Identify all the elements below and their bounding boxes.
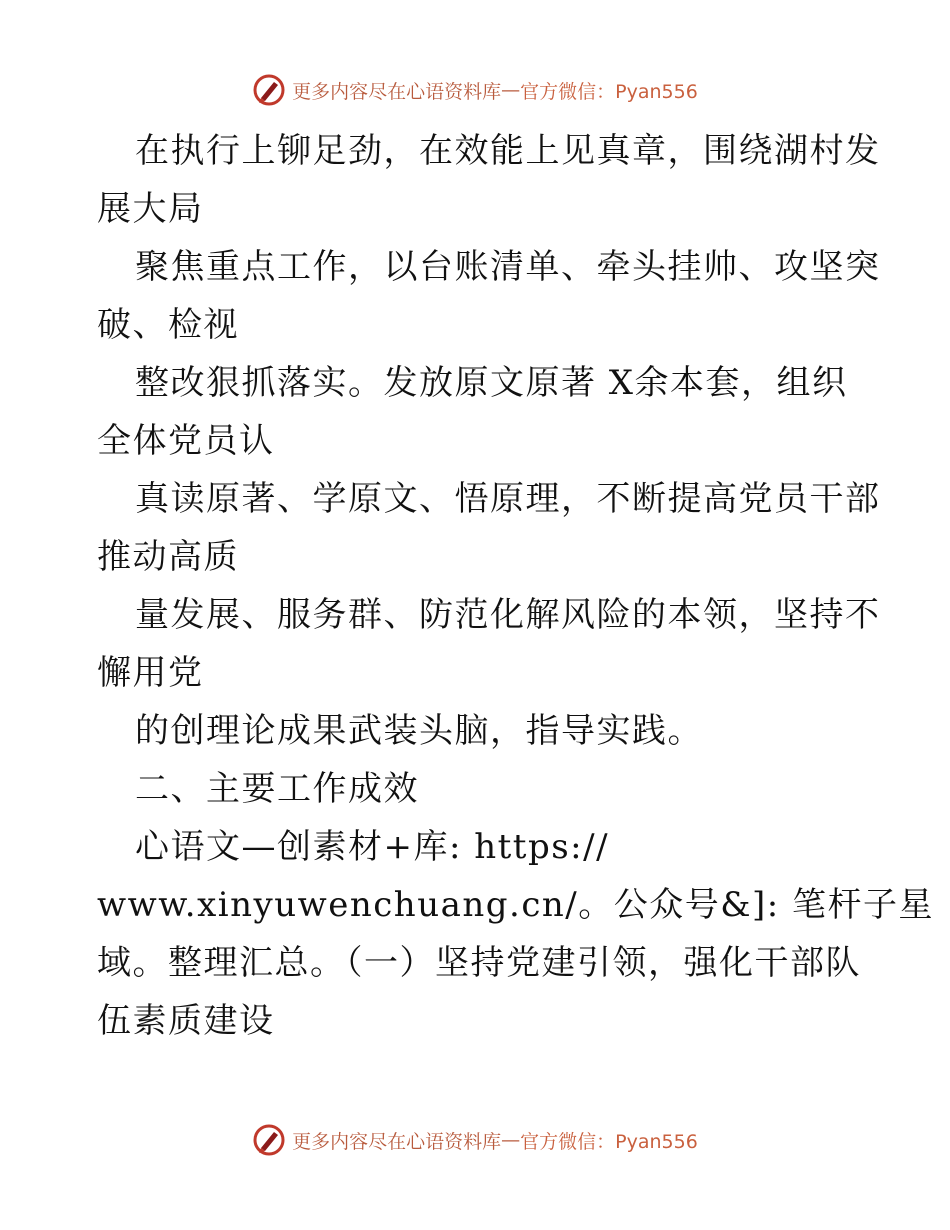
- text-line: 全体党员认: [97, 421, 275, 461]
- text-line: 在执行上铆足劲，在效能上见真章，围绕湖村发: [135, 131, 881, 171]
- document-body: [97, 122, 935, 1050]
- banner-separator: —: [501, 1129, 521, 1151]
- text-line: 展大局: [97, 189, 204, 229]
- section-heading: 二、主要工作成效: [135, 769, 419, 809]
- text-line: 懈用党: [97, 653, 204, 693]
- text-line: 伍素质建设: [97, 1001, 275, 1041]
- text-line: 推动高质: [97, 537, 239, 577]
- footer-watermark-banner: [0, 1120, 950, 1160]
- text-line: 真读原著、学原文、悟原理，不断提高党员干部: [135, 479, 881, 519]
- banner-wechat: 官方微信：Pyan556: [520, 80, 698, 103]
- text-line: 聚焦重点工作，以台账清单、牵头挂帅、攻坚突: [135, 247, 881, 287]
- pen-circle-logo-icon: [252, 1123, 286, 1157]
- text-line: 量发展、服务群、防范化解风险的本领，坚持不: [135, 595, 881, 635]
- text-line: 域。整理汇总。（一）坚持党建引领，强化干部队: [97, 943, 861, 983]
- text-line: 的创理论成果武装头脑，指导实践。: [135, 711, 703, 751]
- text-line: 整改狠抓落实。发放原文原著 X余本套，组织: [135, 363, 848, 403]
- banner-text: 更多内容尽在心语资料库: [292, 1130, 502, 1153]
- text-line-url: www.xinyuwenchuang.cn/。公众号&]: 笔杆子星: [97, 885, 935, 925]
- banner-wechat: 官方微信：Pyan556: [520, 1130, 698, 1153]
- banner-text: 更多内容尽在心语资料库: [292, 80, 502, 103]
- text-line: 破、检视: [97, 305, 239, 345]
- pen-circle-logo-icon: [252, 73, 286, 107]
- text-line: 心语文—创素材+库: https://: [135, 827, 610, 867]
- header-watermark-banner: [0, 70, 950, 110]
- banner-separator: —: [501, 79, 521, 101]
